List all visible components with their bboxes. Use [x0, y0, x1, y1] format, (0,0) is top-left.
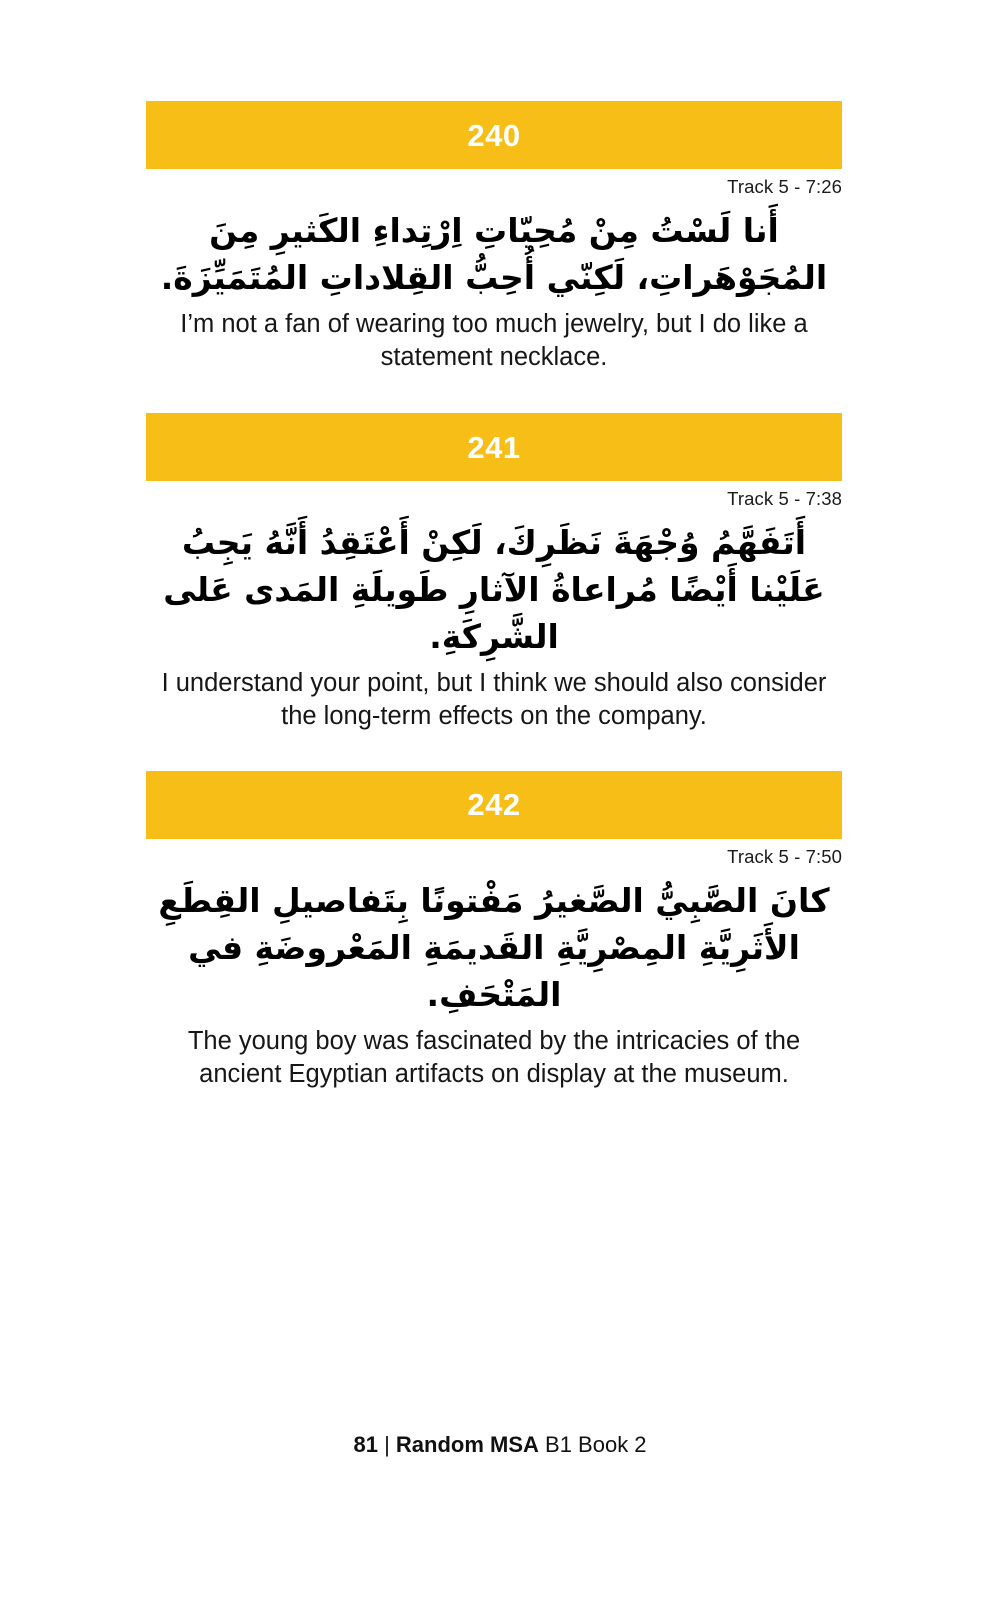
entry-number-banner — [146, 413, 842, 481]
track-label: Track 5 - 7:50 — [727, 845, 842, 867]
entry-241 — [146, 413, 842, 734]
entry-240 — [146, 101, 842, 375]
entry-spacer — [146, 734, 842, 771]
entry-number: 242 — [467, 787, 521, 823]
track-label: Track 5 - 7:26 — [727, 176, 842, 197]
english-translation: I’m not a fan of wearing too much jewelry, but I do like a statement necklace. — [180, 309, 808, 372]
arabic-sentence: كانَ الصَّبِيُّ الصَّغيرُ مَفْتونًا بِتَفاصيلِ القِطَعِ الأَثَرِيَّةِ المِصْرِيَّةِ القَديمَةِ المَعْروضَةِ في المَتْحَفِ. — [158, 880, 830, 1014]
footer-title: Random MSA — [395, 1432, 539, 1457]
entries-list — [146, 101, 842, 1092]
track-label: Track 5 - 7:38 — [727, 488, 842, 510]
entry-number: 241 — [467, 429, 521, 465]
footer-separator: | — [384, 1432, 390, 1457]
arabic-sentence: أَنا لَسْتُ مِنْ مُحِبّاتِ اِرْتِداءِ الكَثيرِ مِنَ المُجَوْهَراتِ، لَكِنّي أُحِبُّ القِلاداتِ المُتَمَيِّزَةَ. — [160, 211, 828, 297]
footer-page-number: 81 — [353, 1432, 378, 1457]
entry-number-banner — [146, 101, 842, 169]
english-translation: I understand your point, but I think we should also consider the long-term effects on the company. — [161, 668, 827, 731]
entry-number-banner — [146, 771, 842, 839]
page-footer — [0, 1432, 1000, 1458]
arabic-sentence: أَتَفَهَّمُ وُجْهَةَ نَظَرِكَ، لَكِنْ أَعْتَقِدُ أَنَّهُ يَجِبُ عَلَيْنا أَيْضًا مُراعاةُ الآثارِ طَويلَةِ المَدى عَلى الشَّرِكَةِ. — [163, 523, 825, 656]
footer-subtitle: B1 Book 2 — [545, 1432, 647, 1457]
track-row — [146, 481, 842, 510]
entry-number: 240 — [467, 117, 521, 153]
track-row — [146, 839, 842, 868]
english-translation: The young boy was fascinated by the intricacies of the ancient Egyptian artifacts on display at the museum. — [187, 1026, 801, 1089]
entry-spacer — [146, 375, 842, 413]
track-row — [146, 169, 842, 198]
entry-242 — [146, 771, 842, 1092]
